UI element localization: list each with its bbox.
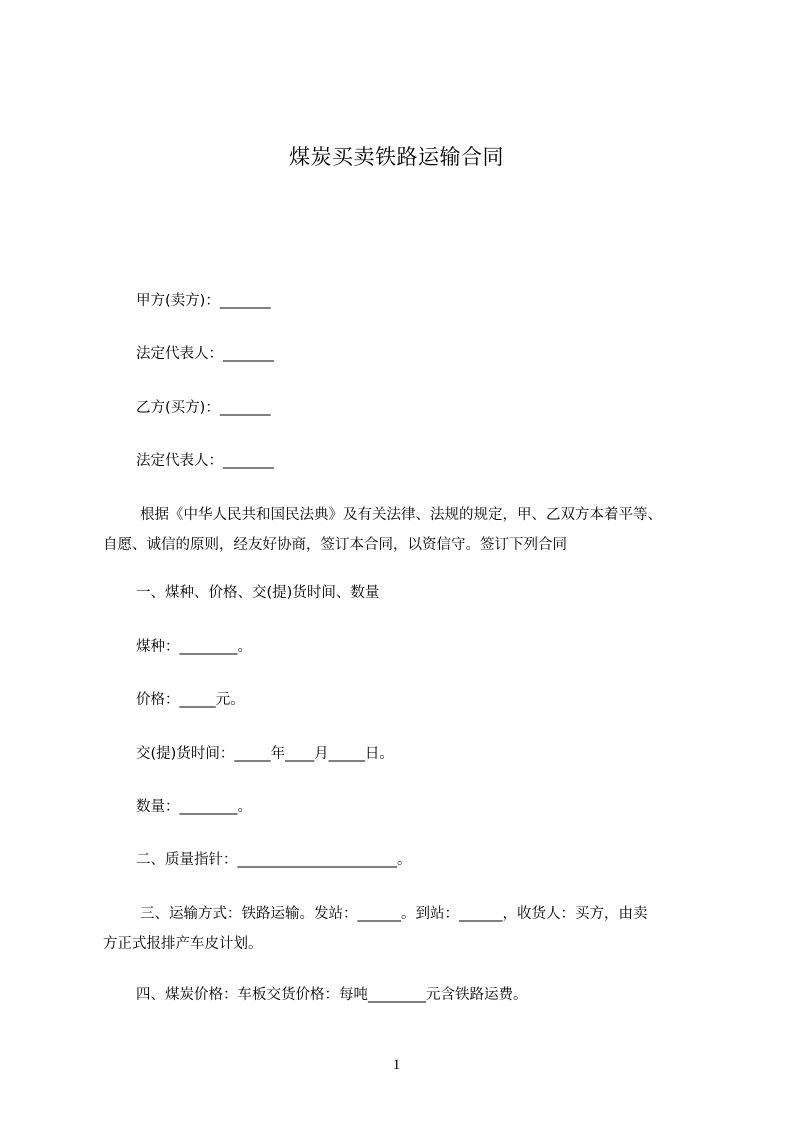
party-a-line: 甲方(卖方)：_______ xyxy=(136,293,271,309)
section-3-paragraph xyxy=(103,899,703,959)
section-2-line: 二、质量指针：______________________。 xyxy=(136,852,412,868)
party-b-line: 乙方(买方)：_______ xyxy=(136,400,271,416)
preamble-line-1: 根据《中华人民共和国民法典》及有关法律、法规的规定，甲、乙双方本着平等、 xyxy=(140,507,662,523)
section-4-line: 四、煤炭价格：车板交货价格：每吨________元含铁路运费。 xyxy=(136,987,528,1003)
section-1-heading: 一、煤种、价格、交(提)货时间、数量 xyxy=(136,585,380,601)
preamble-line-2: 自愿、诚信的原则，经友好协商，签订本合同，以资信守。签订下列合同 xyxy=(103,537,567,553)
quantity-line: 数量：________。 xyxy=(136,799,252,815)
section-3-line-2: 方正式报排产车皮计划。 xyxy=(103,936,263,952)
preamble-paragraph xyxy=(103,500,703,560)
representative-a-line: 法定代表人：_______ xyxy=(136,346,274,362)
price-line: 价格：_____元。 xyxy=(136,692,245,708)
page-number: 1 xyxy=(392,1057,401,1073)
coal-type-line: 煤种：________。 xyxy=(136,639,252,655)
section-3-line-1: 三、运输方式：铁路运输。发站：______。到站：______，收货人：买方，由卖 xyxy=(140,906,648,922)
delivery-time-line: 交(提)货时间：_____年____月_____日。 xyxy=(136,746,394,762)
representative-b-line: 法定代表人：_______ xyxy=(136,453,274,469)
document-title: 煤炭买卖铁路运输合同 xyxy=(289,145,504,169)
